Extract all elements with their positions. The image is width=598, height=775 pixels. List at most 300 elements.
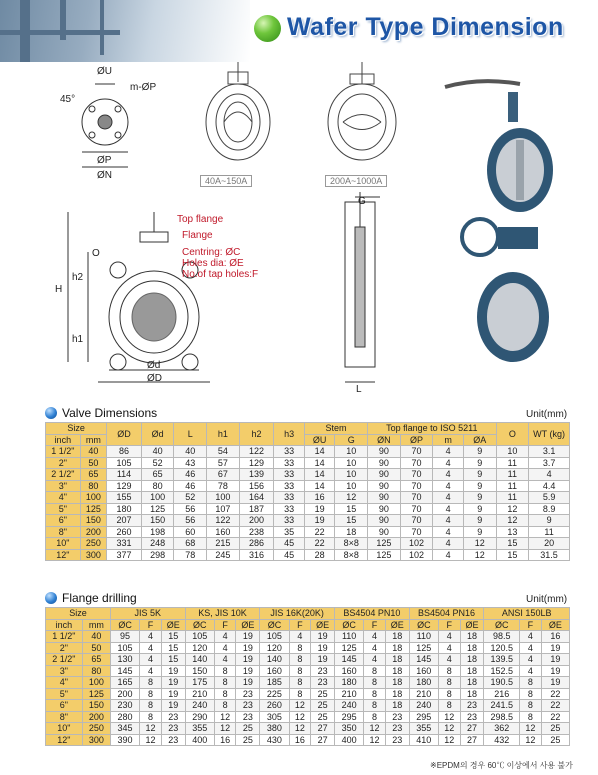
label-mp: m-ØP	[130, 82, 157, 93]
flange-sub-header: ØC	[409, 619, 438, 631]
size-inch-cell: 3"	[46, 480, 81, 492]
table-cell: 400	[335, 734, 364, 746]
size-mm-cell: 50	[82, 642, 110, 654]
table-cell: 23	[161, 723, 185, 735]
table-cell: 12	[520, 734, 542, 746]
table-cell: 12	[496, 515, 529, 527]
size-inch-cell: 5"	[46, 503, 81, 515]
table-cell: 78	[207, 480, 240, 492]
table-cell: 18	[460, 688, 484, 700]
table-cell: 22	[541, 711, 569, 723]
blue-bullet-icon	[45, 592, 57, 604]
table-cell: 160	[335, 665, 364, 677]
table-cell: 18	[385, 642, 409, 654]
flange-sub-header: F	[214, 619, 236, 631]
table-cell: 150	[141, 515, 174, 527]
label-top-flange: Top flange	[177, 214, 224, 225]
table-cell: 8×8	[335, 538, 368, 550]
table-cell: 27	[311, 734, 335, 746]
table-cell: 33	[274, 457, 305, 469]
table-cell: 210	[409, 688, 438, 700]
table-cell: 100	[207, 492, 240, 504]
table-row	[46, 549, 570, 561]
table-cell: 9	[463, 469, 496, 481]
valve-small-drawing	[206, 62, 270, 160]
table-row	[46, 446, 570, 458]
table-cell: 18	[460, 654, 484, 666]
table-cell: 90	[368, 469, 401, 481]
table-cell: 33	[274, 469, 305, 481]
table-cell: 23	[460, 711, 484, 723]
table-cell: 4	[433, 469, 464, 481]
table-cell: 45	[274, 538, 305, 550]
table-cell: 286	[239, 538, 274, 550]
group-header: JIS 16K(20K)	[260, 608, 335, 620]
valve-unit: Unit(mm)	[526, 409, 568, 420]
table-cell: 18	[385, 665, 409, 677]
table-cell: 9	[529, 515, 570, 527]
size-mm-cell: 65	[82, 654, 110, 666]
table-cell: 12	[335, 492, 368, 504]
table-cell: 210	[335, 688, 364, 700]
table-cell: 70	[400, 457, 433, 469]
table-cell: 139.5	[484, 654, 520, 666]
table-row	[46, 723, 570, 735]
table-cell: 70	[400, 469, 433, 481]
flange-table-body	[46, 631, 570, 746]
table-cell: 23	[161, 734, 185, 746]
table-cell: 129	[107, 480, 142, 492]
size-inch-cell: 6"	[46, 515, 81, 527]
stem-sub-header: G	[335, 434, 368, 446]
table-cell: 19	[304, 503, 335, 515]
table-cell: 9	[463, 503, 496, 515]
table-cell: 70	[400, 492, 433, 504]
table-cell: 11	[496, 469, 529, 481]
table-cell: 165	[110, 677, 139, 689]
table-cell: 107	[207, 503, 240, 515]
table-cell: 150	[185, 665, 214, 677]
col-header: h3	[274, 423, 305, 446]
table-cell: 20	[529, 538, 570, 550]
table-cell: 155	[107, 492, 142, 504]
table-row	[46, 642, 570, 654]
group-header: ANSI 150LB	[484, 608, 570, 620]
table-cell: 345	[110, 723, 139, 735]
table-cell: 18	[460, 665, 484, 677]
group-header: BS4504 PN16	[409, 608, 484, 620]
caption-40-150: 40A~150A	[200, 175, 252, 187]
table-cell: 16	[541, 631, 569, 643]
table-cell: 145	[335, 654, 364, 666]
table-cell: 23	[311, 665, 335, 677]
size-inch-cell: 1 1/2"	[46, 631, 83, 643]
table-cell: 18	[385, 654, 409, 666]
table-cell: 9	[463, 457, 496, 469]
mm-header: mm	[82, 619, 110, 631]
table-cell: 65	[141, 469, 174, 481]
table-cell: 355	[409, 723, 438, 735]
table-cell: 33	[274, 515, 305, 527]
caption-200-1000: 200A~1000A	[325, 175, 387, 187]
table-cell: 8	[289, 665, 311, 677]
table-cell: 23	[385, 711, 409, 723]
table-cell: 4	[364, 642, 386, 654]
table-cell: 12	[496, 503, 529, 515]
table-cell: 10	[496, 446, 529, 458]
table-cell: 125	[141, 503, 174, 515]
table-cell: 70	[400, 503, 433, 515]
table-cell: 238	[239, 526, 274, 538]
table-row	[46, 711, 570, 723]
table-cell: 12	[463, 549, 496, 561]
col-header: Ød	[141, 423, 174, 446]
label-h1: h1	[72, 334, 84, 345]
table-cell: 23	[385, 723, 409, 735]
table-cell: 15	[496, 549, 529, 561]
flange-sub-header: ØE	[236, 619, 260, 631]
table-cell: 8	[289, 688, 311, 700]
size-inch-cell: 3"	[46, 665, 83, 677]
label-l: L	[356, 384, 362, 395]
size-header: Size	[46, 608, 111, 620]
table-cell: 8	[520, 688, 542, 700]
table-row	[46, 526, 570, 538]
table-cell: 23	[385, 734, 409, 746]
size-inch-cell: 6"	[46, 700, 83, 712]
table-cell: 31.5	[529, 549, 570, 561]
table-cell: 8	[140, 711, 162, 723]
table-cell: 225	[260, 688, 289, 700]
table-cell: 25	[311, 688, 335, 700]
table-cell: 12	[364, 723, 386, 735]
table-cell: 215	[207, 538, 240, 550]
table-cell: 33	[274, 446, 305, 458]
table-cell: 43	[174, 457, 207, 469]
table-cell: 210	[185, 688, 214, 700]
table-row	[46, 503, 570, 515]
table-cell: 4	[520, 665, 542, 677]
table-cell: 12	[214, 723, 236, 735]
size-mm-cell: 300	[82, 734, 110, 746]
table-cell: 164	[239, 492, 274, 504]
table-cell: 245	[207, 549, 240, 561]
size-mm-cell: 125	[82, 688, 110, 700]
table-cell: 4	[520, 654, 542, 666]
label-h2: h2	[72, 272, 84, 283]
size-inch-cell: 2 1/2"	[46, 469, 81, 481]
table-cell: 145	[409, 654, 438, 666]
table-cell: 140	[185, 654, 214, 666]
table-row	[46, 688, 570, 700]
table-cell: 70	[400, 515, 433, 527]
table-cell: 28	[304, 549, 335, 561]
table-cell: 15	[161, 654, 185, 666]
table-cell: 230	[110, 700, 139, 712]
table-cell: 12	[364, 734, 386, 746]
table-cell: 120	[260, 642, 289, 654]
table-cell: 120.5	[484, 642, 520, 654]
size-inch-cell: 10"	[46, 723, 83, 735]
table-cell: 68	[174, 538, 207, 550]
label-d-small: Ød	[147, 360, 161, 371]
flange-drilling-heading	[45, 591, 137, 605]
table-cell: 9	[463, 515, 496, 527]
table-cell: 145	[110, 665, 139, 677]
table-cell: 25	[236, 723, 260, 735]
size-mm-cell: 125	[80, 503, 107, 515]
table-cell: 200	[239, 515, 274, 527]
table-cell: 198	[141, 526, 174, 538]
table-cell: 52	[141, 457, 174, 469]
table-cell: 15	[496, 538, 529, 550]
table-cell: 5.9	[529, 492, 570, 504]
flange-sub-header: ØC	[335, 619, 364, 631]
valve-table-body	[46, 446, 570, 561]
table-cell: 15	[335, 515, 368, 527]
valve-photo-gear	[462, 219, 549, 362]
table-cell: 12	[140, 723, 162, 735]
size-mm-cell: 40	[80, 446, 107, 458]
table-cell: 8	[364, 688, 386, 700]
table-cell: 11	[496, 492, 529, 504]
table-cell: 90	[368, 457, 401, 469]
table-cell: 4	[433, 446, 464, 458]
table-cell: 70	[400, 526, 433, 538]
table-cell: 4	[140, 654, 162, 666]
stem-sub-header: ØU	[304, 434, 335, 446]
label-h: H	[55, 284, 63, 295]
table-cell: 18	[460, 631, 484, 643]
label-p: ØP	[97, 155, 112, 166]
size-mm-cell: 150	[82, 700, 110, 712]
table-cell: 105	[185, 631, 214, 643]
table-row	[46, 469, 570, 481]
wt-header: WT (kg)	[529, 423, 570, 446]
table-cell: 40	[174, 446, 207, 458]
table-cell: 4	[364, 631, 386, 643]
table-cell: 8	[438, 665, 460, 677]
table-cell: 8.9	[529, 503, 570, 515]
table-cell: 190.5	[484, 677, 520, 689]
table-cell: 105	[260, 631, 289, 643]
label-flange: Flange	[182, 230, 213, 241]
table-cell: 16	[304, 492, 335, 504]
table-cell: 12	[438, 711, 460, 723]
valve-photo-lever	[445, 81, 553, 212]
size-mm-cell: 150	[80, 515, 107, 527]
table-cell: 95	[110, 631, 139, 643]
table-cell: 35	[274, 526, 305, 538]
table-cell: 120	[185, 642, 214, 654]
table-cell: 40	[141, 446, 174, 458]
label-u: ØU	[97, 66, 112, 77]
table-cell: 4	[140, 631, 162, 643]
table-row	[46, 631, 570, 643]
table-cell: 10	[335, 457, 368, 469]
table-cell: 54	[207, 446, 240, 458]
table-cell: 8	[140, 677, 162, 689]
table-cell: 240	[185, 700, 214, 712]
table-cell: 98.5	[484, 631, 520, 643]
size-inch-cell: 12"	[46, 549, 81, 561]
label-g: G	[358, 196, 366, 207]
table-cell: 240	[409, 700, 438, 712]
o-header: O	[496, 423, 529, 446]
flange-sub-header: F	[364, 619, 386, 631]
valve-dimensions-heading	[45, 406, 157, 420]
size-inch-cell: 8"	[46, 526, 81, 538]
table-cell: 8	[140, 688, 162, 700]
table-cell: 25	[311, 711, 335, 723]
table-cell: 11	[496, 480, 529, 492]
table-cell: 18	[385, 700, 409, 712]
table-cell: 27	[311, 723, 335, 735]
table-cell: 140	[260, 654, 289, 666]
flange-sub-header: ØC	[260, 619, 289, 631]
valve-dimensions-table	[45, 422, 570, 561]
table-cell: 12	[438, 734, 460, 746]
table-cell: 23	[161, 711, 185, 723]
footnote: ※EPDM의 경우 60℃ 이상에서 사용 불가	[430, 761, 573, 770]
technical-drawings	[0, 62, 598, 400]
table-cell: 19	[541, 654, 569, 666]
table-cell: 241.5	[484, 700, 520, 712]
table-cell: 15	[161, 642, 185, 654]
table-cell: 4	[438, 654, 460, 666]
blue-bullet-icon	[45, 407, 57, 419]
table-cell: 14	[304, 469, 335, 481]
size-mm-cell: 250	[82, 723, 110, 735]
table-cell: 4	[438, 631, 460, 643]
table-cell: 248	[141, 538, 174, 550]
industrial-photo	[0, 0, 250, 62]
table-cell: 8	[364, 665, 386, 677]
flange-drilling-table	[45, 607, 570, 746]
table-cell: 8	[520, 711, 542, 723]
table-cell: 10	[335, 480, 368, 492]
table-cell: 4.4	[529, 480, 570, 492]
header-banner	[0, 0, 598, 62]
table-cell: 19	[541, 677, 569, 689]
table-cell: 280	[110, 711, 139, 723]
table-cell: 19	[541, 665, 569, 677]
table-cell: 14	[304, 457, 335, 469]
top-flange-header: Top flange to ISO 5211	[368, 423, 496, 435]
table-cell: 114	[107, 469, 142, 481]
label-centring: Centring: ØC	[182, 247, 241, 258]
table-cell: 12	[463, 538, 496, 550]
table-cell: 12	[438, 723, 460, 735]
table-cell: 125	[368, 538, 401, 550]
table-cell: 8	[289, 654, 311, 666]
table-cell: 78	[174, 549, 207, 561]
flange-unit: Unit(mm)	[526, 594, 568, 605]
top-sub-header: ØP	[400, 434, 433, 446]
size-inch-cell: 8"	[46, 711, 83, 723]
table-cell: 19	[311, 654, 335, 666]
table-cell: 160	[207, 526, 240, 538]
size-inch-cell: 4"	[46, 492, 81, 504]
label-45: 45°	[60, 94, 76, 105]
table-cell: 8	[289, 642, 311, 654]
table-cell: 27	[460, 723, 484, 735]
table-row	[46, 480, 570, 492]
table-cell: 18	[385, 631, 409, 643]
size-mm-cell: 50	[80, 457, 107, 469]
table-cell: 9	[463, 480, 496, 492]
size-mm-cell: 250	[80, 538, 107, 550]
table-cell: 19	[236, 642, 260, 654]
side-view-drawing	[345, 192, 380, 382]
table-cell: 23	[236, 688, 260, 700]
table-cell: 12	[289, 711, 311, 723]
table-cell: 3.7	[529, 457, 570, 469]
table-row	[46, 492, 570, 504]
table-row	[46, 700, 570, 712]
size-header: Size	[46, 423, 107, 435]
label-d-large: ØD	[147, 373, 162, 384]
size-mm-cell: 300	[80, 549, 107, 561]
table-cell: 122	[239, 446, 274, 458]
table-cell: 187	[239, 503, 274, 515]
table-row	[46, 457, 570, 469]
size-mm-cell: 100	[82, 677, 110, 689]
table-cell: 56	[174, 515, 207, 527]
table-cell: 14	[304, 480, 335, 492]
table-cell: 125	[368, 549, 401, 561]
top-sub-header: ØN	[368, 434, 401, 446]
table-cell: 22	[541, 700, 569, 712]
size-inch-cell: 12"	[46, 734, 83, 746]
table-cell: 260	[107, 526, 142, 538]
table-cell: 8	[214, 700, 236, 712]
table-cell: 90	[368, 515, 401, 527]
table-cell: 18	[385, 688, 409, 700]
flange-sub-header: F	[520, 619, 542, 631]
table-cell: 33	[274, 503, 305, 515]
table-row	[46, 654, 570, 666]
table-cell: 11	[496, 457, 529, 469]
table-cell: 19	[161, 688, 185, 700]
table-cell: 316	[239, 549, 274, 561]
table-cell: 110	[335, 631, 364, 643]
size-inch-cell: 4"	[46, 677, 83, 689]
table-cell: 45	[274, 549, 305, 561]
table-cell: 152.5	[484, 665, 520, 677]
size-mm-cell: 65	[80, 469, 107, 481]
col-header: h2	[239, 423, 274, 446]
table-cell: 16	[214, 734, 236, 746]
table-cell: 100	[141, 492, 174, 504]
table-cell: 160	[409, 665, 438, 677]
table-cell: 102	[400, 538, 433, 550]
table-cell: 4	[433, 480, 464, 492]
table-cell: 8	[438, 677, 460, 689]
table-cell: 9	[463, 526, 496, 538]
table-cell: 160	[260, 665, 289, 677]
label-n: ØN	[97, 170, 112, 181]
table-row	[46, 665, 570, 677]
table-cell: 11	[529, 526, 570, 538]
drawings-svg	[0, 62, 598, 400]
table-cell: 8	[140, 700, 162, 712]
flange-sub-header: ØC	[110, 619, 139, 631]
col-header: L	[174, 423, 207, 446]
table-cell: 390	[110, 734, 139, 746]
table-cell: 4	[520, 642, 542, 654]
table-cell: 4	[433, 492, 464, 504]
